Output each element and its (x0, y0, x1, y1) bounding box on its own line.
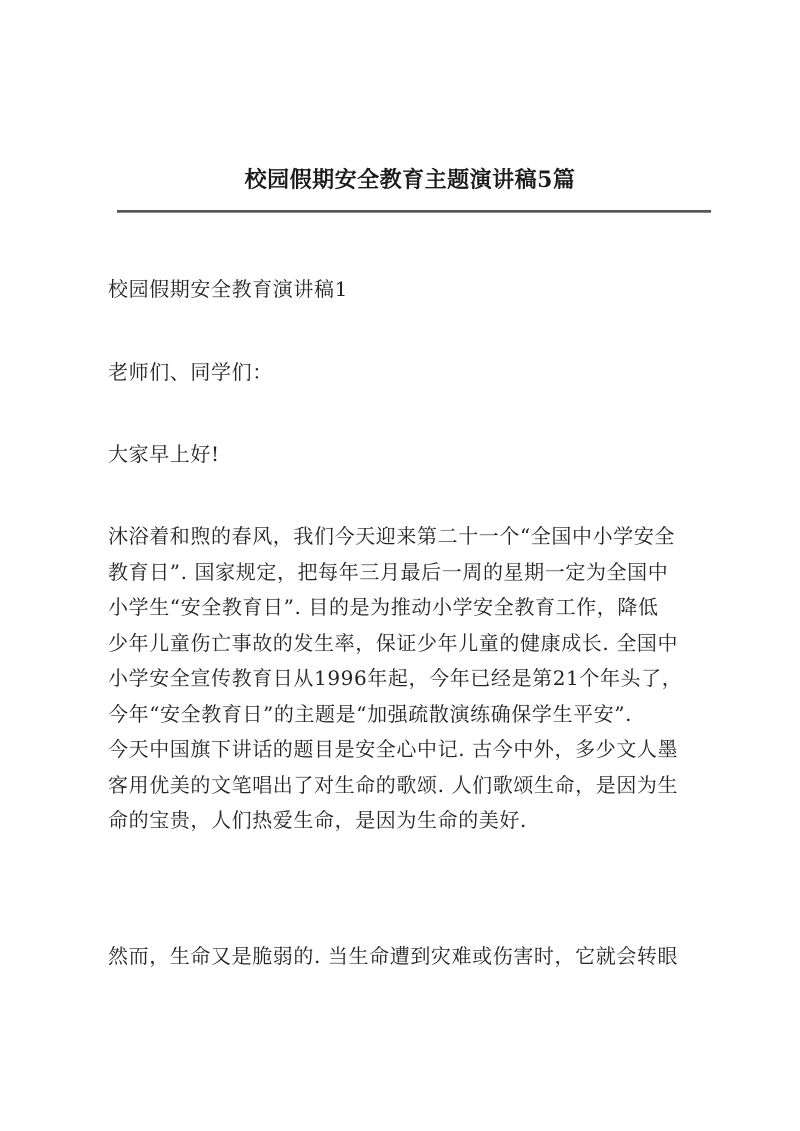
greeting-text: 大家早上好! (108, 442, 220, 466)
salutation-paragraph (108, 355, 708, 391)
body-paragraph-2 (108, 939, 708, 975)
paragraph-line: 小学安全宣传教育日从1996年起，今年已经是第21个年头了， (108, 666, 683, 690)
paragraph-line: 小学生“安全教育日”. 目的是为推动小学安全教育工作，降低 (108, 595, 659, 619)
greeting-paragraph (108, 437, 708, 473)
paragraph-line: 今天中国旗下讲话的题目是安全心中记. 古今中外，多少文人墨 (108, 737, 679, 761)
section-heading (108, 272, 708, 308)
paragraph-line: 然而，生命又是脆弱的. 当生命遭到灾难或伤害时，它就会转眼 (108, 944, 679, 968)
paragraph-line: 沐浴着和煦的春风，我们今天迎来第二十一个“全国中小学安全 (108, 524, 676, 548)
paragraph-line: 客用优美的文笔唱出了对生命的歌颂. 人们歌颂生命，是因为生 (108, 772, 679, 797)
paragraph-line: 今年“安全教育日”的主题是“加强疏散演练确保学生平安”. (108, 701, 633, 726)
section-heading-text: 校园假期安全教育演讲稿1 (108, 277, 348, 301)
paragraph-line: 少年儿童伤亡事故的发生率，保证少年儿童的健康成长. 全国中 (108, 630, 679, 655)
salutation-text: 老师们、同学们： (108, 360, 273, 384)
paragraph-line: 教育日”. 国家规定，把每年三月最后一周的星期一定为全国中 (108, 559, 669, 584)
body-paragraph-1 (108, 519, 708, 839)
document-title: 校园假期安全教育主题演讲稿5篇 (244, 167, 576, 193)
title-divider (117, 210, 711, 213)
paragraph-line: 命的宝贵，人们热爱生命，是因为生命的美好. (108, 808, 527, 832)
